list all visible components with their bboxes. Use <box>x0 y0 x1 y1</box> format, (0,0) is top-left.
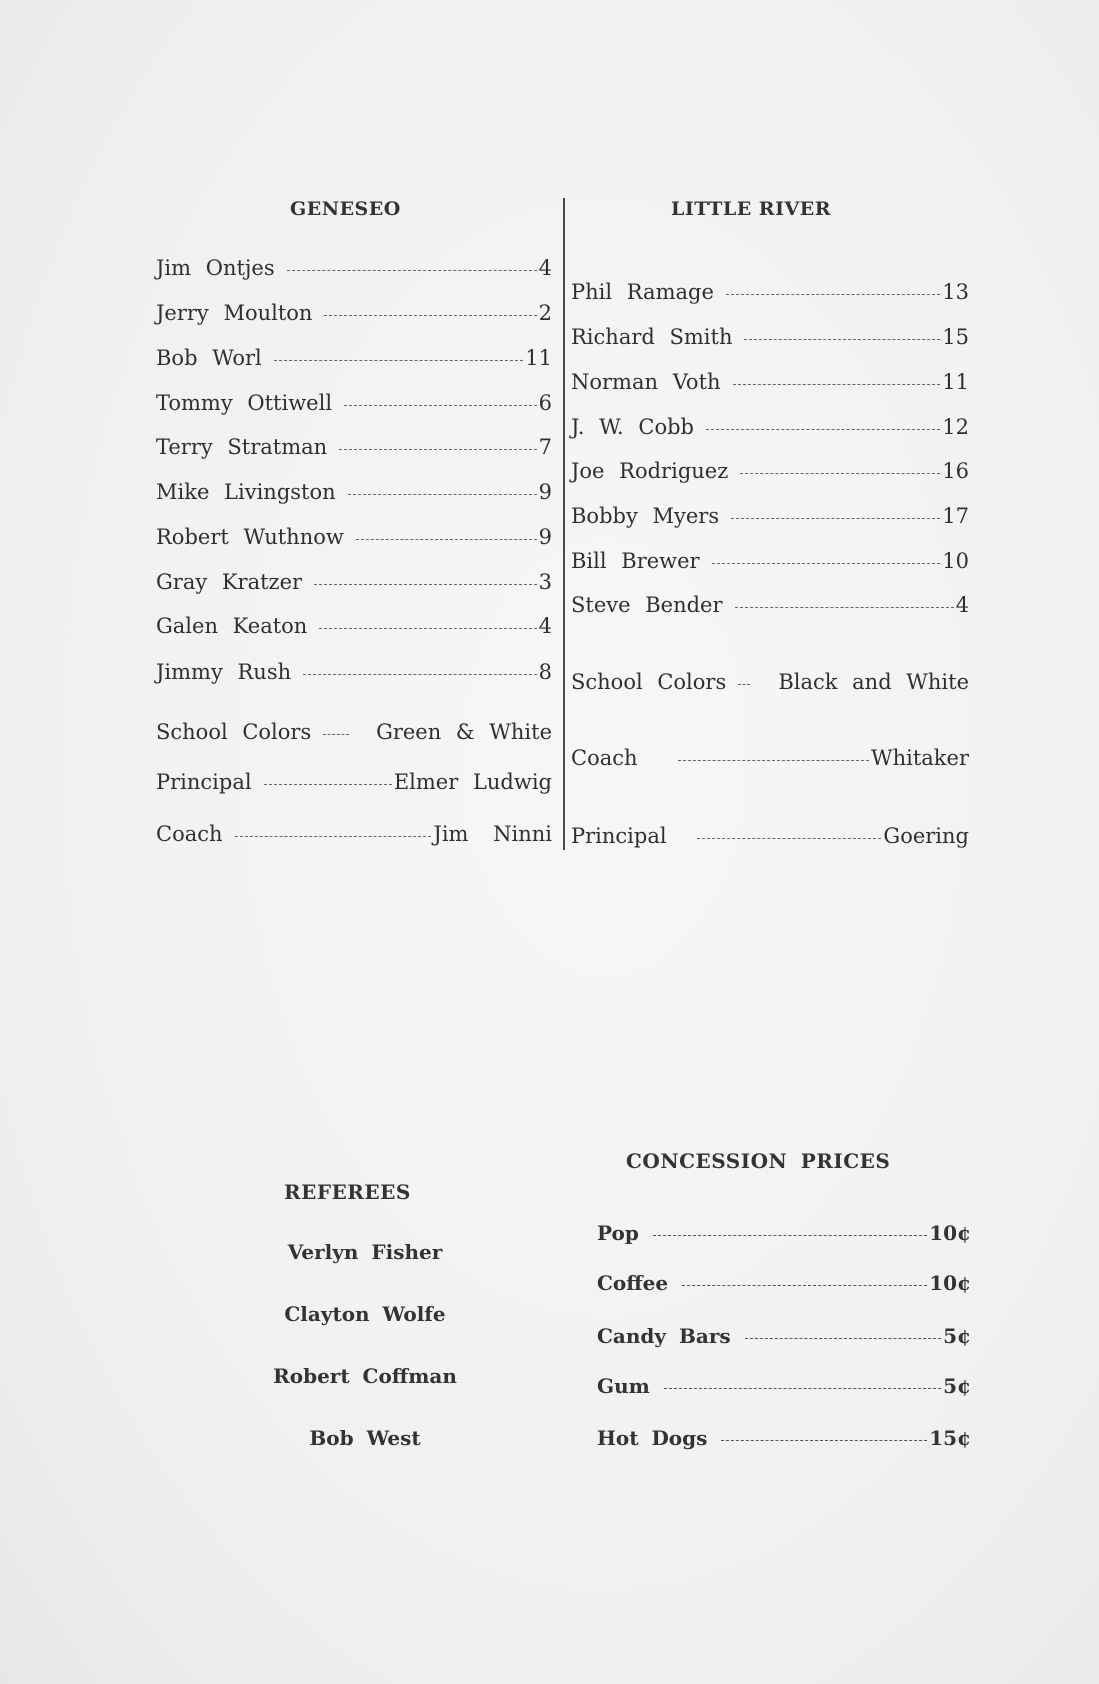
concession-title: CONCESSION PRICES <box>626 1149 891 1173</box>
referee-name: Verlyn Fisher <box>287 1240 443 1264</box>
concession-item-price: 15¢ <box>929 1426 971 1450</box>
player-name: Phil Ramage <box>571 280 714 304</box>
player-name: Robert Wuthnow <box>156 525 344 549</box>
leader-dots <box>721 1440 927 1441</box>
concession-item-price: 10¢ <box>929 1271 971 1295</box>
player-number: 11 <box>942 370 969 394</box>
geneseo-player-row <box>156 525 552 549</box>
player-name: J. W. Cobb <box>571 415 694 439</box>
leader-dots <box>706 429 940 430</box>
little-river-player-row <box>571 325 969 349</box>
concession-item-row <box>597 1221 971 1245</box>
concession-item-name: Hot Dogs <box>597 1426 708 1450</box>
little-river-coach <box>571 746 969 770</box>
leader-dots <box>735 607 954 608</box>
leader-dots <box>653 1235 927 1236</box>
leader-dots <box>697 838 882 839</box>
little-river-player-row <box>571 370 969 394</box>
concession-item-name: Gum <box>597 1374 650 1398</box>
player-name: Jerry Moulton <box>156 301 313 325</box>
leader-dots <box>323 734 349 735</box>
concession-item-row <box>597 1271 971 1295</box>
leader-dots <box>264 784 392 785</box>
concession-item-row <box>597 1374 971 1398</box>
geneseo-player-row <box>156 301 552 325</box>
leader-dots <box>344 405 537 406</box>
leader-dots <box>319 628 536 629</box>
geneseo-player-row <box>156 346 552 370</box>
referee-name: Robert Coffman <box>273 1364 457 1388</box>
player-number: 3 <box>538 570 552 594</box>
little-river-player-row <box>571 415 969 439</box>
geneseo-title: GENESEO <box>290 198 401 220</box>
leader-dots <box>339 449 536 450</box>
little-river-player-row <box>571 504 969 528</box>
player-name: Bob Worl <box>156 346 262 370</box>
player-number: 11 <box>525 346 552 370</box>
player-name: Norman Voth <box>571 370 721 394</box>
player-number: 15 <box>942 325 969 349</box>
player-name: Jimmy Rush <box>156 660 292 684</box>
leader-dots <box>733 384 941 385</box>
player-number: 4 <box>538 256 552 280</box>
little-river-player-row <box>571 549 969 573</box>
column-divider <box>563 198 565 850</box>
player-number: 2 <box>538 301 552 325</box>
player-number: 4 <box>538 614 552 638</box>
player-number: 9 <box>538 480 552 504</box>
coach-value: Jim Ninni <box>433 822 552 846</box>
little-river-school-colors <box>571 670 969 694</box>
coach-label: Coach <box>571 746 638 770</box>
referees-title: REFEREES <box>284 1180 411 1204</box>
player-number: 4 <box>955 593 969 617</box>
leader-dots <box>324 315 536 316</box>
player-name: Galen Keaton <box>156 614 308 638</box>
concession-item-name: Candy Bars <box>597 1324 731 1348</box>
little-river-title: LITTLE RIVER <box>671 198 831 220</box>
player-name: Bobby Myers <box>571 504 720 528</box>
referee-name: Clayton Wolfe <box>284 1302 446 1326</box>
geneseo-player-row <box>156 391 552 415</box>
leader-dots <box>745 1338 942 1339</box>
player-name: Terry Stratman <box>156 435 328 459</box>
player-name: Richard Smith <box>571 325 733 349</box>
player-name: Tommy Ottiwell <box>156 391 333 415</box>
principal-label: Principal <box>571 824 667 848</box>
geneseo-school-colors <box>156 720 552 744</box>
little-river-principal <box>571 824 969 848</box>
leader-dots <box>314 584 537 585</box>
geneseo-player-row <box>156 435 552 459</box>
leader-dots <box>740 473 940 474</box>
concession-item-row <box>597 1426 971 1450</box>
concession-item-row <box>597 1324 971 1348</box>
player-name: Mike Livingston <box>156 480 336 504</box>
concession-item-price: 10¢ <box>929 1221 971 1245</box>
player-name: Jim Ontjes <box>156 256 275 280</box>
leader-dots <box>744 339 940 340</box>
leader-dots <box>678 760 869 761</box>
player-number: 12 <box>942 415 969 439</box>
principal-value: Elmer Ludwig <box>393 770 552 794</box>
leader-dots <box>274 360 524 361</box>
leader-dots <box>287 270 537 271</box>
player-number: 17 <box>942 504 969 528</box>
school-colors-label: School Colors <box>571 670 727 694</box>
geneseo-player-row <box>156 256 552 280</box>
geneseo-principal <box>156 770 552 794</box>
leader-dots <box>731 518 940 519</box>
coach-label: Coach <box>156 822 223 846</box>
player-name: Joe Rodriguez <box>571 459 729 483</box>
geneseo-player-row <box>156 660 552 684</box>
leader-dots <box>356 539 537 540</box>
geneseo-player-row <box>156 570 552 594</box>
concession-item-name: Coffee <box>597 1271 669 1295</box>
leader-dots <box>738 684 750 685</box>
leader-dots <box>726 294 940 295</box>
leader-dots <box>682 1285 927 1286</box>
geneseo-player-row <box>156 614 552 638</box>
concession-item-price: 5¢ <box>943 1374 971 1398</box>
player-name: Steve Bender <box>571 593 723 617</box>
leader-dots <box>664 1388 941 1389</box>
school-colors-value: Green & White <box>376 720 552 744</box>
geneseo-coach <box>156 822 552 846</box>
player-number: 10 <box>942 549 969 573</box>
player-name: Gray Kratzer <box>156 570 303 594</box>
coach-value: Whitaker <box>871 746 969 770</box>
concession-item-name: Pop <box>597 1221 639 1245</box>
referee-name: Bob West <box>309 1426 421 1450</box>
leader-dots <box>712 563 941 564</box>
principal-label: Principal <box>156 770 252 794</box>
school-colors-value: Black and White <box>778 670 969 694</box>
player-number: 9 <box>538 525 552 549</box>
geneseo-player-row <box>156 480 552 504</box>
leader-dots <box>303 674 536 675</box>
little-river-player-row <box>571 593 969 617</box>
leader-dots <box>235 836 432 837</box>
player-name: Bill Brewer <box>571 549 700 573</box>
player-number: 13 <box>942 280 969 304</box>
school-colors-label: School Colors <box>156 720 312 744</box>
player-number: 16 <box>942 459 969 483</box>
leader-dots <box>348 494 537 495</box>
player-number: 7 <box>538 435 552 459</box>
concession-item-price: 5¢ <box>943 1324 971 1348</box>
little-river-player-row <box>571 280 969 304</box>
principal-value: Goering <box>883 824 969 848</box>
player-number: 6 <box>538 391 552 415</box>
player-number: 8 <box>538 660 552 684</box>
little-river-player-row <box>571 459 969 483</box>
